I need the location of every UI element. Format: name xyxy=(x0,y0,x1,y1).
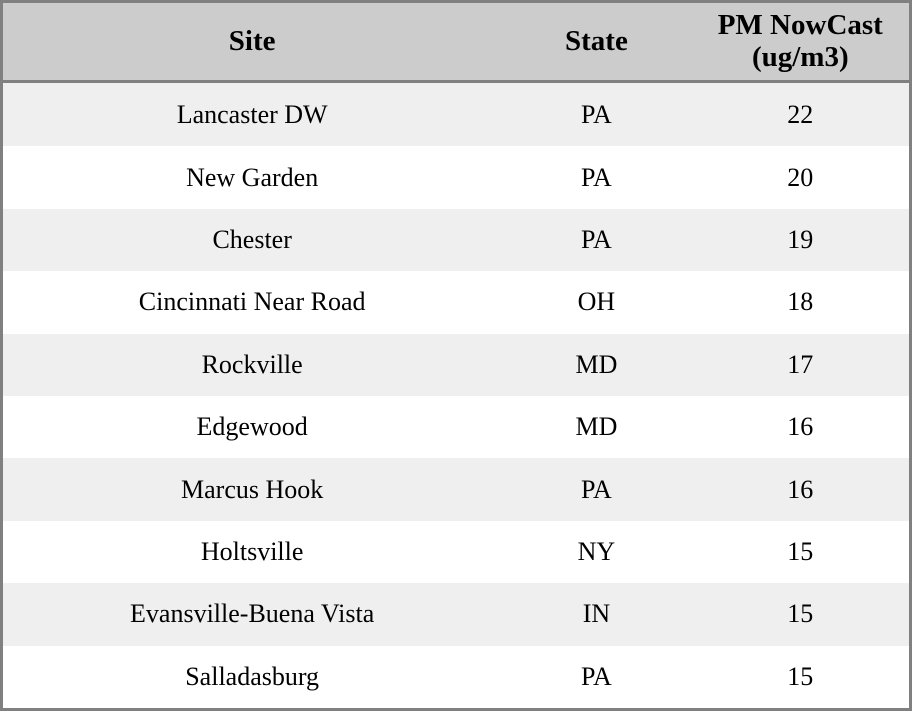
cell-state: PA xyxy=(501,646,691,708)
cell-state: MD xyxy=(501,334,691,396)
cell-state: PA xyxy=(501,209,691,271)
cell-pm-nowcast: 22 xyxy=(692,81,909,146)
cell-site: Lancaster DW xyxy=(3,81,501,146)
cell-pm-nowcast: 16 xyxy=(692,396,909,458)
cell-site: Cincinnati Near Road xyxy=(3,271,501,333)
table-header-row xyxy=(3,3,909,81)
table-row xyxy=(3,271,909,333)
cell-pm-nowcast: 15 xyxy=(692,521,909,583)
cell-pm-nowcast: 16 xyxy=(692,458,909,520)
column-header-site: Site xyxy=(3,3,501,81)
cell-state: IN xyxy=(501,583,691,645)
table-row xyxy=(3,646,909,708)
table-row xyxy=(3,583,909,645)
cell-state: OH xyxy=(501,271,691,333)
table-body xyxy=(3,81,909,708)
cell-site: Evansville-Buena Vista xyxy=(3,583,501,645)
table-row xyxy=(3,334,909,396)
cell-site: Rockville xyxy=(3,334,501,396)
cell-site: Holtsville xyxy=(3,521,501,583)
cell-pm-nowcast: 18 xyxy=(692,271,909,333)
table-row xyxy=(3,396,909,458)
cell-pm-nowcast: 15 xyxy=(692,583,909,645)
table-header xyxy=(3,3,909,81)
table-row xyxy=(3,81,909,146)
table-row xyxy=(3,146,909,208)
cell-pm-nowcast: 17 xyxy=(692,334,909,396)
cell-state: PA xyxy=(501,81,691,146)
cell-site: Chester xyxy=(3,209,501,271)
cell-site: New Garden xyxy=(3,146,501,208)
pm-nowcast-table xyxy=(3,3,909,708)
cell-site: Salladasburg xyxy=(3,646,501,708)
cell-site: Marcus Hook xyxy=(3,458,501,520)
table-row xyxy=(3,458,909,520)
cell-state: PA xyxy=(501,146,691,208)
cell-pm-nowcast: 19 xyxy=(692,209,909,271)
cell-state: PA xyxy=(501,458,691,520)
cell-pm-nowcast: 20 xyxy=(692,146,909,208)
table-row xyxy=(3,521,909,583)
cell-state: MD xyxy=(501,396,691,458)
cell-site: Edgewood xyxy=(3,396,501,458)
cell-state: NY xyxy=(501,521,691,583)
table-row xyxy=(3,209,909,271)
cell-pm-nowcast: 15 xyxy=(692,646,909,708)
column-header-pm-nowcast: PM NowCast (ug/m3) xyxy=(692,3,909,81)
column-header-state: State xyxy=(501,3,691,81)
